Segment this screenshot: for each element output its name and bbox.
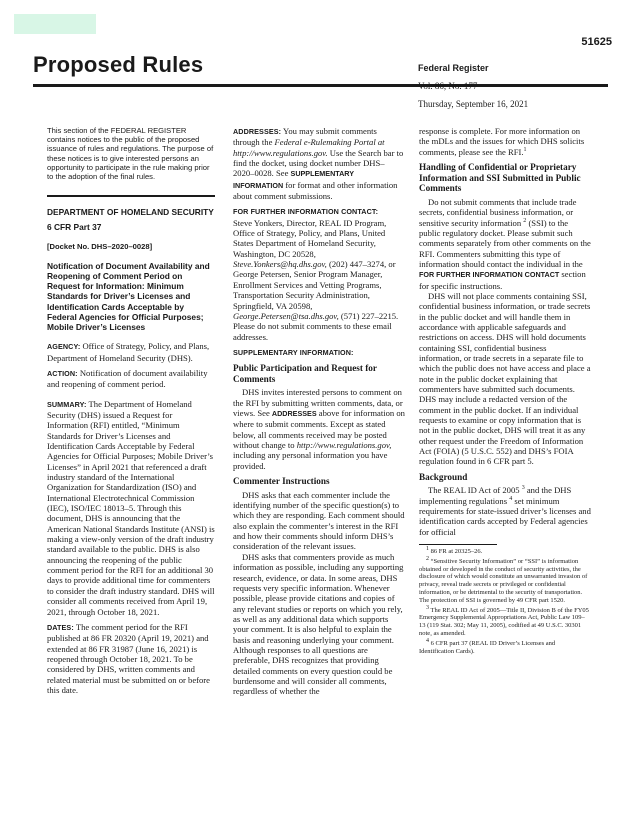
publication-name: Federal Register [418, 63, 489, 73]
page-number: 51625 [581, 36, 612, 48]
paragraph-willnot: DHS will not place comments containing SSI, confidential business information, or trade secrets in the public docket and will handle them in accordance with applicable safeguards and restrictions on access. DHS will hold documents containing SSI, confidential business information, or trade secrets in a separate file to which the public does not have access and place a note in the public docket explaining that commenters have submitted such documents. DHS may include a redacted version of the comment in the public docket. If an individual requests to examine or copy information that is not in the public docket, DHS will treat it as any other request under the Freedom of Information Act (FOIA) (5 U.S.C. 552) and DHS’s FOIA regulation found in 6 CFR part 5. [419, 290, 591, 467]
paragraph-continued: response is complete. For more information on the mDLs and the issues for which DHS solicits comments, please see the RFI.$^1$ [419, 126, 585, 157]
volume-number: Vol. 86, No. 177 [418, 81, 478, 91]
section-notice: This section of the FEDERAL REGISTER contains notices to the public of the proposed issuance of rules and regulations. The purpose of these notices is to give interested persons an opportunity to participate in the rule making prior to the adoption of the final rules. [47, 126, 214, 182]
section-title: Proposed Rules [33, 52, 204, 77]
contact-paragraph: FOR FURTHER INFORMATION CONTACT: Steve Yonkers, Director, REAL ID Program, Office of Strategy, Policy, and Plans, United States Department of Homeland Security, Washington, DC 20528, Steve.Yonkers@hq.dhs.gov, (202) 447–3274, or George Petersen, Senior Program Manager, Enrollment Services and Vetting Programs, Transportation Security Administration, Springfield, VA 20598, George.Petersen@tsa.dhs.gov, (571) 227–2215. Please do not submit comments to these email addresses. [233, 207, 399, 342]
section-divider [47, 195, 215, 197]
column-3 [419, 126, 591, 657]
summary-paragraph: SUMMARY: The Department of Homeland Security (DHS) issued a Request for Information (RFI) entitled, “Minimum Standards for Driver’s Licenses and Identification Cards Acceptable by Federal Agencies for Official Purposes; Mobile Driver’s Licenses” in April 2021 that referenced a draft industry standard of the International Organization for Standardization (ISO) and International Electrotechnical Commission (IEC), ISO/IEC 18013–5. Through this document, DHS is announcing that the American National Standards Institute (ANSI) is making a view-only version of the draft industry standard available to the public. DHS is also announcing the reopening of the public comment period for the RFI for an additional 30 days to provide additional time for commenters to consider the draft industry standard. DHS will consider all comments received from April 19, 2021, through October 18, 2021. [47, 398, 215, 617]
footnote-ref-1[interactable]: 1 [523, 146, 527, 153]
green-stamp-mark [14, 14, 96, 34]
footnote-rule [419, 544, 497, 545]
agency-name: DEPARTMENT OF HOMELAND SECURITY [47, 207, 214, 218]
heading-instructions: Commenter Instructions [233, 476, 330, 487]
footnote-ref-2[interactable]: 2 [523, 217, 527, 224]
publication-date: Thursday, September 16, 2021 [418, 99, 529, 109]
column-2 [233, 126, 405, 697]
footnote: $^1$ 86 FR at 20325–26. [426, 545, 483, 556]
footnote-ref-4[interactable]: 4 [509, 495, 513, 502]
paragraph-donot: Do not submit comments that include trade secrets, confidential business information, or sensitive security information $^2$ (SSI) to the public regulatory docket. Please submit such comments separately from other comments on the RFI. Commenters submitting this type of information should contact the individual in the FOR FURTHER INFORMATION CONTACT section for specific instructions. [419, 196, 591, 291]
footnote: $^4$ 6 CFR part 37 (REAL ID Driver’s Licenses and Identification Cards). [419, 637, 556, 655]
column-1 [47, 126, 215, 695]
footnote: $^2$ “Sensitive Security Information” or “SSI” is information obtained or developed in the conduct of security activities, the disclosure of which would constitute an unwarranted invasion of privacy, reveal trade secrets or privileged or confidential information, or be detrimental to the security of transportation. The protection of SSI is governed by 49 CFR part 1520. [419, 555, 588, 604]
masthead [418, 62, 608, 111]
regulations-portal-link[interactable]: Federal e-Rulemaking Portal at http://www.regulations.gov. [233, 137, 385, 158]
addresses-paragraph: ADDRESSES: You may submit comments through the Federal e-Rulemaking Portal at http://www.regulations.gov. Use the Search bar to find the docket, using docket number DHS–2020–0028. See SUPPLEMENTARY INFORMATION for format and other information about comment submissions. [233, 126, 404, 202]
agency-paragraph: AGENCY: Office of Strategy, Policy, and Plans, Department of Homeland Security (DHS). [47, 341, 210, 363]
supplementary-label: SUPPLEMENTARY INFORMATION: [233, 347, 354, 357]
email-link-yonkers[interactable]: Steve.Yonkers@hq.dhs.gov, [233, 259, 327, 270]
dates-paragraph: DATES: The comment period for the RFI published at 86 FR 20320 (April 19, 2021) and extended at 86 FR 31987 (June 16, 2021) is reopened through October 18, 2021. To be considered by DHS, written comments and related material must be submitted on or before this date. [47, 621, 210, 695]
cfr-part: 6 CFR Part 37 [47, 222, 102, 233]
footnote-ref-3[interactable]: 3 [521, 485, 525, 492]
paragraph-background: The REAL ID Act of 2005 $^3$ and the DHS implementing regulations $^4$ set minimum requirements for state-issued driver’s licenses and identification cards accepted by Federal agencies for official [419, 485, 591, 537]
email-link-petersen[interactable]: George.Petersen@tsa.dhs.gov, [233, 310, 339, 321]
heading-participation: Public Participation and Request for Comments [233, 363, 377, 384]
heading-confidential: Handling of Confidential or Proprietary Information and SSI Submitted in Public Comments [419, 162, 581, 194]
document-title: Notification of Document Availability and Reopening of Comment Period on Request for Information: Minimum Standards for Driver’s Licenses and Identification Cards Acceptable by Federal Agencies for Official Purposes; Mobile Driver’s Licenses [47, 260, 210, 333]
paragraph-invite: DHS invites interested persons to comment on the RFI by submitting written comments, data, or views. See ADDRESSES above for information on where to submit comments. Except as stated below, all comments received may be posted without change to http://www.regulations.gov, including any personal information you have provided. [233, 387, 405, 471]
footnote: $^3$ The REAL ID Act of 2005—Title II, Division B of the FY05 Emergency Supplemental Appropriations Act, Public Law 109–13 (119 Stat. 302; May 11, 2005), codified at 49 U.S.C. 30301 note, as amended. [419, 604, 589, 638]
docket-number: [Docket No. DHS–2020–0028] [47, 241, 153, 251]
paragraph-provide: DHS asks that commenters provide as much information as possible, including any supporting research, evidence, or data. In some areas, DHS requests very specific information. Whenever possible, please provide citations and copies of any relevant studies or reports on which you rely, as well as any additional data which supports your comment. It is also helpful to explain the basis and reasoning underlying your comment. Although responses to all questions are preferable, DHS recognizes that providing detailed comments on every question could be burdensome and will consider all comments, regardless of whether the [233, 551, 404, 697]
action-paragraph: ACTION: Notification of document availability and reopening of comment period. [47, 367, 208, 390]
heading-background: Background [419, 471, 468, 482]
regulations-gov-link[interactable]: http://www.regulations.gov, [296, 440, 392, 451]
footnotes [419, 545, 591, 655]
paragraph-asks: DHS asks that each commenter include the identifying number of the specific question(s) to which they are responding. Each comment should also explain the commenter’s interest in the RFI and how their comments should inform DHS’s consideration of the relevant issues. [233, 489, 405, 552]
